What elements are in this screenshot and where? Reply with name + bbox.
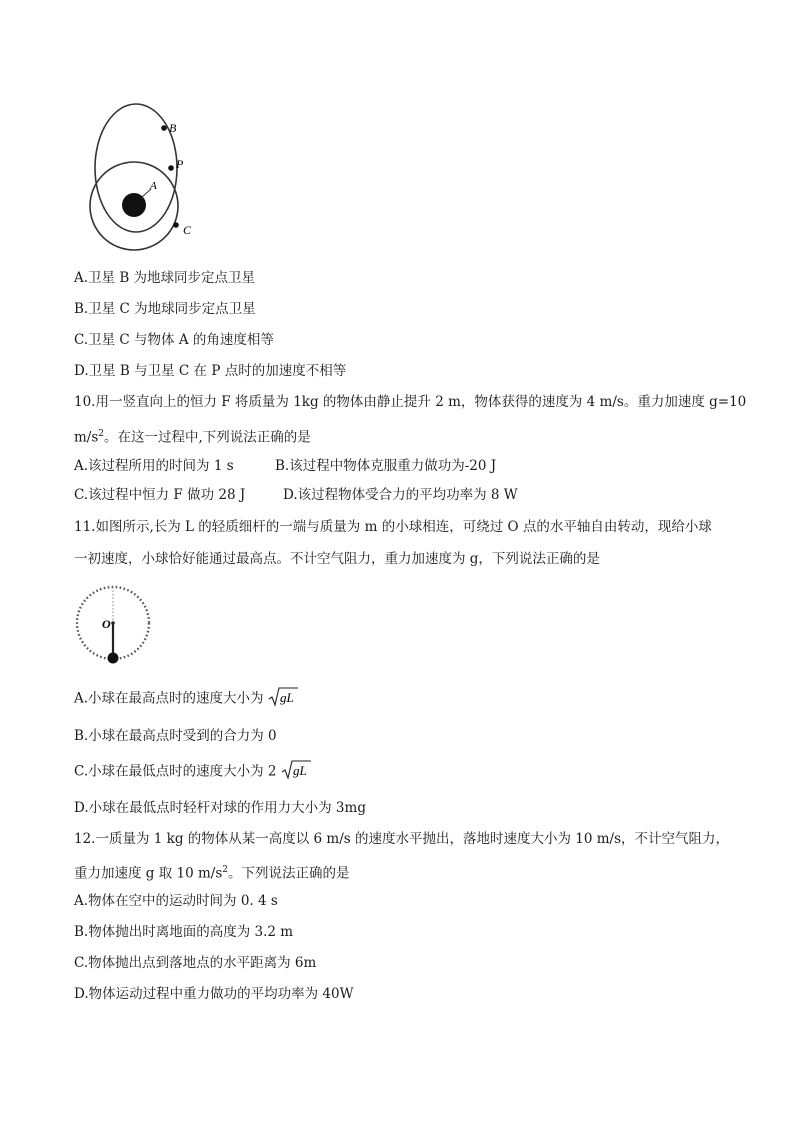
- q11-option-a-text: A.小球在最高点时的速度大小为: [74, 690, 264, 707]
- q11-option-b: B.小球在最高点时受到的合力为 0: [74, 728, 277, 744]
- label-b: B: [169, 121, 177, 135]
- q12-stem-pre: 重力加速度 g 取 10 m/s: [74, 865, 223, 882]
- q11-option-d: D.小球在最低点时轻杆对球的作用力大小为 3mg: [74, 800, 366, 816]
- ball: [108, 653, 119, 664]
- q10-option-d: D.该过程物体受合力的平均功率为 8 W: [283, 487, 518, 503]
- sqrt-gl-c: [281, 759, 311, 781]
- q10-option-c: C.该过程中恒力 F 做功 28 J: [74, 487, 246, 503]
- q11-option-c: [74, 761, 311, 783]
- label-c: C: [183, 223, 192, 237]
- q12-option-a: A.物体在空中的运动时间为 0. 4 s: [74, 893, 278, 909]
- q9-option-d: D.卫星 B 与卫星 C 在 P 点时的加速度不相等: [74, 363, 347, 379]
- q9-option-b: B.卫星 C 为地球同步定点卫星: [74, 301, 256, 317]
- q10-unit-sup: 2: [98, 429, 105, 439]
- svg-text:gL: gL: [292, 763, 307, 778]
- orbit-diagram: [80, 96, 210, 256]
- satellite-b-dot: [161, 125, 167, 131]
- label-p: P: [176, 157, 184, 171]
- q12-stem-line2: [74, 860, 350, 884]
- q10-option-b: B.该过程中物体克服重力做功为-20 J: [275, 458, 497, 474]
- q10-stem-line1: 10.用一竖直向上的恒力 F 将质量为 1kg 的物体由静止提升 2 m，物体获得的速度为 4 m/s。重力加速度 g=10: [74, 394, 747, 410]
- sqrt-gl-a: [268, 686, 298, 708]
- q12-unit-sup: 2: [222, 865, 228, 875]
- q11-stem-line1: 11.如图所示,长为 L 的轻质细杆的一端与质量为 m 的小球相连，可绕过 O 点的水平轴自由转动，现给小球: [74, 519, 712, 535]
- q10-stem-line2: [74, 424, 311, 448]
- q12-option-b: B.物体抛出时离地面的高度为 3.2 m: [74, 924, 294, 940]
- q10-stem-rest: 。在这一过程中,下列说法正确的是: [104, 429, 311, 446]
- satellite-c-dot: [173, 222, 179, 228]
- q12-stem-rest: 。下列说法正确的是: [228, 865, 350, 882]
- pivot-o: [111, 621, 115, 625]
- q11-option-c-text: C.小球在最低点时的速度大小为 2: [74, 763, 277, 780]
- q11-option-a: [74, 688, 298, 710]
- q10-unit: m/s: [74, 429, 99, 446]
- label-a: A: [150, 180, 157, 192]
- q10-option-a: A.该过程所用的时间为 1 s: [74, 458, 234, 474]
- point-p-dot: [168, 165, 174, 171]
- q9-option-c: C.卫星 C 与物体 A 的角速度相等: [74, 332, 274, 348]
- q12-stem-line1: 12.一质量为 1 kg 的物体从某一高度以 6 m/s 的速度水平抛出，落地时速度大小为 10 m/s，不计空气阻力，: [74, 831, 730, 847]
- q12-option-d: D.物体运动过程中重力做功的平均功率为 40W: [74, 986, 354, 1002]
- q9-option-a: A.卫星 B 为地球同步定点卫星: [74, 270, 256, 286]
- label-o: O: [102, 617, 111, 631]
- q12-option-c: C.物体抛出点到落地点的水平距离为 6m: [74, 955, 317, 971]
- rod-circle-diagram: [72, 583, 154, 667]
- svg-text:gL: gL: [279, 690, 294, 705]
- q11-stem-line2: 一初速度，小球恰好能通过最高点。不计空气阻力，重力加速度为 g，下列说法正确的是: [74, 551, 600, 567]
